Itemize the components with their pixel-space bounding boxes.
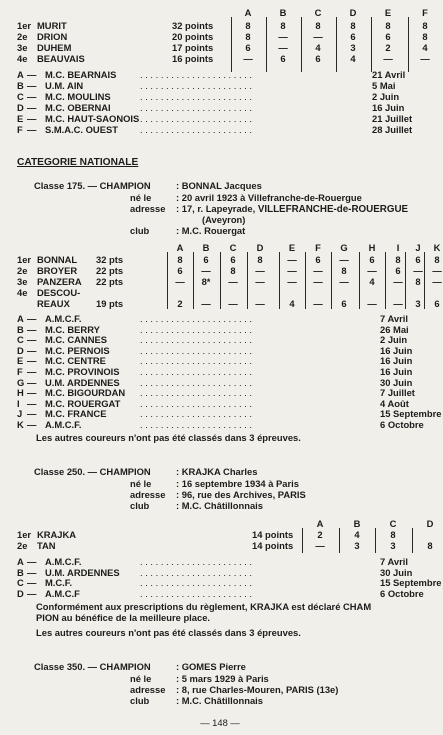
table-row-points: 19 pts — [96, 298, 124, 309]
table-row-rank: 1er — [17, 529, 32, 540]
table-row-points: 22 pts — [96, 265, 124, 276]
event-letter: C — [17, 577, 24, 589]
c175-header-B: B — [202, 242, 210, 253]
event-letter: F — [17, 124, 23, 135]
c250-header-C: C — [389, 518, 397, 529]
c175-header-C: C — [229, 242, 237, 253]
c250-col-rule — [375, 528, 376, 553]
event-dots: . . . . . . . . . . . . . . . . . . . . . . — [140, 577, 253, 589]
classe-175-ne-label: né le — [130, 192, 152, 203]
table-row-name: DUHEM — [37, 42, 72, 53]
event-date: 21 Juillet — [372, 113, 413, 124]
event-date: 6 Octobre — [380, 587, 424, 599]
table-cell: 8 — [390, 529, 396, 540]
classe-250-heading: Classe 250. — CHAMPION — [34, 466, 151, 477]
event-date: 6 Octobre — [380, 419, 424, 430]
classe-350-champion: : GOMES Pierre — [176, 661, 246, 672]
table-cell: — — [287, 254, 297, 265]
event-dash: — — [27, 366, 37, 377]
event-club: M.C. PROVINOIS — [45, 366, 120, 377]
table-row-points: 22 pts — [96, 276, 124, 287]
event-letter: B — [17, 323, 24, 335]
event-date: 7 Juillet — [380, 387, 415, 399]
c175-header-G: G — [340, 242, 348, 253]
classe-175-adresse-value: : 17, r. Lapeyrade, VILLEFRANCHE-de-ROUERGUE — [176, 203, 409, 215]
event-letter: B — [17, 566, 24, 578]
table-cell: — — [313, 265, 323, 276]
table-cell: 8 — [280, 20, 286, 31]
table-cell: 6 — [350, 31, 356, 42]
event-dash: — — [27, 124, 37, 135]
table-row-points: 14 points — [252, 540, 294, 551]
event-club: M.C. BERRY — [45, 323, 100, 335]
event-dots: . . . . . . . . . . . . . . . . . . . . . . — [140, 587, 253, 599]
classe-350-adresse-label: adresse — [130, 684, 166, 695]
event-dash: — — [27, 355, 37, 367]
c250-col-rule — [302, 528, 303, 553]
table-row-rank: 2e — [17, 265, 28, 276]
event-club: M.C. CANNES — [45, 334, 107, 346]
event-club: M.C. BEARNAIS — [45, 69, 117, 80]
event-club: M.C. ROUERGAT — [45, 397, 121, 409]
table-cell: — — [255, 265, 265, 276]
table-row-rank: 4e — [17, 287, 28, 298]
table-cell: 6 — [415, 254, 421, 265]
table-cell: — — [287, 265, 297, 276]
c250-header-D: D — [426, 518, 434, 529]
table-cell: — — [315, 540, 325, 551]
table-row-name: TAN — [37, 540, 56, 551]
table-row-rank: 3e — [17, 42, 28, 53]
event-letter: D — [17, 344, 24, 356]
table-cell: 6 — [434, 298, 440, 309]
classe-250-adresse-label: adresse — [130, 489, 166, 500]
table-cell: — — [383, 53, 393, 64]
event-dash: — — [27, 102, 37, 113]
classe-350-ne-label: né le — [130, 673, 152, 684]
table-cell: 2 — [385, 42, 391, 53]
event-date: 16 Juin — [380, 366, 413, 377]
event-letter: D — [17, 587, 24, 599]
table-cell: — — [313, 31, 323, 42]
event-dash: — — [27, 313, 37, 324]
table-row-name: DRION — [37, 31, 68, 42]
event-club: U.M. ARDENNES — [45, 566, 120, 578]
table-cell: 6 — [315, 53, 321, 64]
classe-250-conform-line1: Conformément aux prescriptions du règlement, KRAJKA est déclaré CHAM — [36, 601, 372, 612]
event-date: 5 Mai — [372, 80, 396, 91]
event-dash: — — [27, 323, 37, 335]
classe-250-adresse-value: : 96, rue des Archives, PARIS — [176, 489, 306, 500]
top-col-rule — [301, 17, 302, 72]
table-cell: 2 — [177, 298, 183, 309]
top-header-E: E — [384, 7, 392, 18]
table-cell: 4 — [422, 42, 428, 53]
event-date: 28 Juillet — [372, 124, 413, 135]
table-row-points: 14 points — [252, 529, 294, 540]
table-row-name: PANZERA — [37, 276, 82, 287]
c175-col-rule — [385, 252, 386, 309]
table-cell: 8 — [385, 20, 391, 31]
table-cell: — — [339, 276, 349, 287]
event-dots: . . . . . . . . . . . . . . . . . . . . . . — [140, 366, 253, 377]
c175-header-J: J — [415, 242, 421, 253]
table-row-rank: 4e — [17, 53, 28, 64]
event-dash: — — [27, 408, 37, 420]
table-row-rank: 2e — [17, 540, 28, 551]
top-col-rule — [266, 17, 267, 72]
classe-350-ne-value: : 5 mars 1929 à Paris — [176, 673, 269, 684]
event-date: 2 Juin — [380, 334, 408, 346]
table-cell: — — [201, 265, 211, 276]
top-col-rule — [231, 17, 232, 72]
table-cell: 8 — [245, 20, 251, 31]
event-club: M.C. CENTRE — [45, 355, 106, 367]
table-cell: 6 — [230, 254, 236, 265]
event-dots: . . . . . . . . . . . . . . . . . . . . . . — [140, 355, 253, 367]
event-date: 2 Juin — [372, 91, 400, 102]
event-club: M.C. BIGOURDAN — [45, 387, 126, 399]
top-col-rule — [408, 17, 409, 72]
c175-col-rule — [193, 252, 194, 309]
event-dots: . . . . . . . . . . . . . . . . . . . . . . — [140, 334, 253, 346]
event-dots: . . . . . . . . . . . . . . . . . . . . . . — [140, 344, 253, 356]
event-dash: — — [27, 556, 37, 567]
table-cell: 6 — [245, 42, 251, 53]
event-dots: . . . . . . . . . . . . . . . . . . . . . . — [140, 113, 253, 124]
classe-175-adresse-label: adresse — [130, 203, 166, 214]
event-club: U.M. ARDENNES — [45, 376, 120, 388]
c175-header-F: F — [315, 242, 321, 253]
event-letter: A — [17, 556, 24, 567]
top-col-rule — [371, 17, 372, 72]
table-cell: — — [228, 276, 238, 287]
event-date: 16 Juin — [380, 355, 413, 367]
table-cell: 6 — [203, 254, 209, 265]
classe-350-adresse-value: : 8, rue Charles-Mouren, PARIS (13e) — [176, 684, 339, 695]
table-cell: — — [255, 298, 265, 309]
c175-header-D: D — [256, 242, 264, 253]
event-date: 15 Septembre — [380, 408, 442, 420]
event-letter: F — [17, 366, 23, 377]
event-club: M.C. PERNOIS — [45, 344, 110, 356]
event-club: A.M.C.F — [45, 587, 80, 599]
c175-col-rule — [220, 252, 221, 309]
event-dash: — — [27, 113, 37, 124]
table-cell: 8 — [427, 540, 433, 551]
table-cell: 3 — [354, 540, 360, 551]
event-dash: — — [27, 91, 37, 102]
table-cell: 2 — [317, 529, 323, 540]
classe-175-adresse-line2: (Aveyron) — [202, 214, 246, 225]
c250-header-B: B — [353, 518, 361, 529]
classe-250-note: Les autres coureurs n'ont pas été classés dans 3 épreuves. — [36, 627, 301, 638]
table-row-points: 32 pts — [96, 254, 124, 265]
table-row-rank: 1er — [17, 254, 32, 265]
event-dots: . . . . . . . . . . . . . . . . . . . . . . — [140, 91, 253, 102]
classe-175-ne-value: : 20 avril 1923 à Villefranche-de-Rouergue — [176, 192, 362, 203]
table-cell: — — [278, 42, 288, 53]
c175-header-H: H — [368, 242, 376, 253]
top-header-B: B — [279, 7, 287, 18]
table-row-rank: 1er — [17, 20, 32, 31]
c175-col-rule — [279, 252, 280, 309]
table-cell: 6 — [395, 265, 401, 276]
event-club: M.C. OBERNAI — [45, 102, 111, 113]
table-cell: 8 — [245, 31, 251, 42]
c175-col-rule — [359, 252, 360, 309]
table-cell: — — [393, 298, 403, 309]
event-club: A.M.C.F. — [45, 313, 82, 324]
classe-175-heading: Classe 175. — CHAMPION — [34, 180, 151, 191]
table-cell: 8 — [415, 276, 421, 287]
table-cell: — — [278, 31, 288, 42]
table-cell: — — [175, 276, 185, 287]
c250-col-rule — [412, 528, 413, 553]
event-dots: . . . . . . . . . . . . . . . . . . . . . . — [140, 387, 253, 399]
top-header-C: C — [314, 7, 322, 18]
table-row-points: 17 points — [172, 42, 214, 53]
table-cell: 6 — [177, 265, 183, 276]
classe-350-club-value: : M.C. Châtillonnais — [176, 695, 263, 706]
event-dash: — — [27, 587, 37, 599]
event-letter: D — [17, 102, 24, 113]
event-date: 30 Juin — [380, 376, 413, 388]
event-dash: — — [27, 69, 37, 80]
event-letter: B — [17, 80, 24, 91]
event-club: M.C. FRANCE — [45, 408, 107, 420]
table-cell: 8 — [395, 254, 401, 265]
event-dots: . . . . . . . . . . . . . . . . . . . . . . — [140, 80, 253, 91]
event-dots: . . . . . . . . . . . . . . . . . . . . . . — [140, 323, 253, 335]
category-title: CATEGORIE NATIONALE — [17, 157, 139, 168]
table-row-name: KRAJKA — [37, 529, 77, 540]
event-dash: — — [27, 397, 37, 409]
c175-col-rule — [247, 252, 248, 309]
table-cell: — — [313, 298, 323, 309]
table-cell: 4 — [369, 276, 375, 287]
event-letter: I — [17, 397, 20, 409]
classe-250-champion: : KRAJKA Charles — [176, 466, 258, 477]
event-dots: . . . . . . . . . . . . . . . . . . . . . . — [140, 102, 253, 113]
c250-col-rule — [339, 528, 340, 553]
event-letter: H — [17, 387, 24, 399]
event-date: 16 Juin — [372, 102, 405, 113]
table-row-points: 20 points — [172, 31, 214, 42]
classe-350-club-label: club — [130, 695, 150, 706]
event-date: 21 Avril — [372, 69, 406, 80]
table-cell: 6 — [341, 298, 347, 309]
table-row-name: BROYER — [37, 265, 78, 276]
table-row-rank: 3e — [17, 276, 28, 287]
c175-header-K: K — [433, 242, 441, 253]
table-cell: — — [432, 265, 442, 276]
table-cell: — — [255, 276, 265, 287]
table-cell: 8 — [341, 265, 347, 276]
event-club: S.M.A.C. OUEST — [45, 124, 118, 135]
event-letter: A — [17, 69, 24, 80]
event-club: A.M.C.F. — [45, 556, 82, 567]
event-dots: . . . . . . . . . . . . . . . . . . . . . . — [140, 124, 253, 135]
table-cell: — — [243, 53, 253, 64]
table-row-name-cont: REAUX — [37, 298, 70, 309]
table-row-name: BEAUVAIS — [37, 53, 85, 64]
event-club: M.C. HAUT-SAONOIS — [45, 113, 140, 124]
table-cell: 8 — [230, 265, 236, 276]
table-cell: — — [367, 298, 377, 309]
table-cell: — — [287, 276, 297, 287]
table-cell: 4 — [354, 529, 360, 540]
table-row-points: 16 points — [172, 53, 214, 64]
table-row-name: MURIT — [37, 20, 67, 31]
table-cell: 4 — [289, 298, 295, 309]
table-cell: 8 — [350, 20, 356, 31]
table-cell: 6 — [385, 31, 391, 42]
table-cell: — — [367, 265, 377, 276]
event-dots: . . . . . . . . . . . . . . . . . . . . . . — [140, 556, 253, 567]
table-cell: 3 — [415, 298, 421, 309]
event-dash: — — [27, 577, 37, 589]
table-cell: 8 — [257, 254, 263, 265]
event-dash: — — [27, 80, 37, 91]
event-dash: — — [27, 344, 37, 356]
table-cell: 8 — [434, 254, 440, 265]
event-dots: . . . . . . . . . . . . . . . . . . . . . . — [140, 69, 253, 80]
c175-header-I: I — [396, 242, 400, 253]
classe-250-conform-line2: PION au bénéfice de la meilleure place. — [36, 612, 211, 623]
table-cell: — — [313, 276, 323, 287]
c175-header-E: E — [288, 242, 296, 253]
event-club: U.M. AIN — [45, 80, 84, 91]
classe-175-champion: : BONNAL Jacques — [176, 180, 262, 191]
event-letter: C — [17, 334, 24, 346]
top-header-A: A — [244, 7, 252, 18]
table-cell: 8* — [201, 276, 211, 287]
event-date: 15 Septembre — [380, 577, 442, 589]
event-letter: K — [17, 419, 24, 430]
classe-250-ne-value: : 16 septembre 1934 à Paris — [176, 478, 299, 489]
table-row-name: BONNAL — [37, 254, 78, 265]
table-cell: 3 — [350, 42, 356, 53]
table-cell: — — [339, 254, 349, 265]
table-row-rank: 2e — [17, 31, 28, 42]
event-club: A.M.C.F. — [45, 419, 82, 430]
table-cell: 8 — [422, 20, 428, 31]
event-letter: J — [17, 408, 23, 420]
c175-header-A: A — [176, 242, 184, 253]
event-letter: E — [17, 113, 24, 124]
top-header-D: D — [349, 7, 357, 18]
table-cell: 4 — [315, 42, 321, 53]
table-cell: — — [432, 276, 442, 287]
c175-col-rule — [305, 252, 306, 309]
table-cell: 8 — [315, 20, 321, 31]
table-row-points: 32 points — [172, 20, 214, 31]
table-cell: — — [228, 298, 238, 309]
c175-col-rule — [331, 252, 332, 309]
classe-175-club-label: club — [130, 225, 150, 236]
table-cell: — — [420, 53, 430, 64]
event-letter: E — [17, 355, 24, 367]
page-number: — 148 — — [200, 717, 240, 728]
table-cell: — — [393, 276, 403, 287]
table-cell: — — [201, 298, 211, 309]
event-date: 26 Mai — [380, 323, 409, 335]
table-cell: 8 — [177, 254, 183, 265]
classe-250-club-value: : M.C. Châtillonnais — [176, 500, 263, 511]
classe-175-note: Les autres coureurs n'ont pas été classés dans 3 épreuves. — [36, 432, 301, 443]
classe-250-ne-label: né le — [130, 478, 152, 489]
event-dash: — — [27, 387, 37, 399]
event-date: 7 Avril — [380, 556, 408, 567]
table-cell: — — [413, 265, 423, 276]
event-dash: — — [27, 419, 37, 430]
classe-250-club-label: club — [130, 500, 150, 511]
event-dots: . . . . . . . . . . . . . . . . . . . . . . — [140, 313, 253, 324]
table-cell: 6 — [369, 254, 375, 265]
event-dots: . . . . . . . . . . . . . . . . . . . . . . — [140, 419, 253, 430]
event-letter: A — [17, 313, 24, 324]
event-letter: G — [17, 376, 25, 388]
event-dots: . . . . . . . . . . . . . . . . . . . . . . — [140, 397, 253, 409]
event-club: M.C. MOULINS — [45, 91, 111, 102]
event-dash: — — [27, 566, 37, 578]
c175-col-rule — [167, 252, 168, 309]
event-date: 7 Avril — [380, 313, 408, 324]
event-dash: — — [27, 334, 37, 346]
event-club: M.C.F. — [45, 577, 73, 589]
event-date: 16 Juin — [380, 344, 413, 356]
event-date: 30 Juin — [380, 566, 413, 578]
event-dash: — — [27, 376, 37, 388]
event-dots: . . . . . . . . . . . . . . . . . . . . . . — [140, 376, 253, 388]
classe-175-club-value: : M.C. Rouergat — [176, 225, 246, 236]
event-dots: . . . . . . . . . . . . . . . . . . . . . . — [140, 408, 253, 420]
c175-col-rule — [405, 252, 406, 309]
table-cell: 3 — [390, 540, 396, 551]
event-letter: C — [17, 91, 24, 102]
table-cell: 4 — [350, 53, 356, 64]
c250-header-A: A — [316, 518, 324, 529]
event-date: 4 Août — [380, 397, 409, 409]
table-row-name: DESCOU- — [37, 287, 81, 298]
table-cell: 6 — [280, 53, 286, 64]
top-header-F: F — [422, 7, 428, 18]
table-cell: 6 — [315, 254, 321, 265]
top-col-rule — [336, 17, 337, 72]
event-dots: . . . . . . . . . . . . . . . . . . . . . . — [140, 566, 253, 578]
classe-350-heading: Classe 350. — CHAMPION — [34, 661, 151, 672]
table-cell: 8 — [422, 31, 428, 42]
